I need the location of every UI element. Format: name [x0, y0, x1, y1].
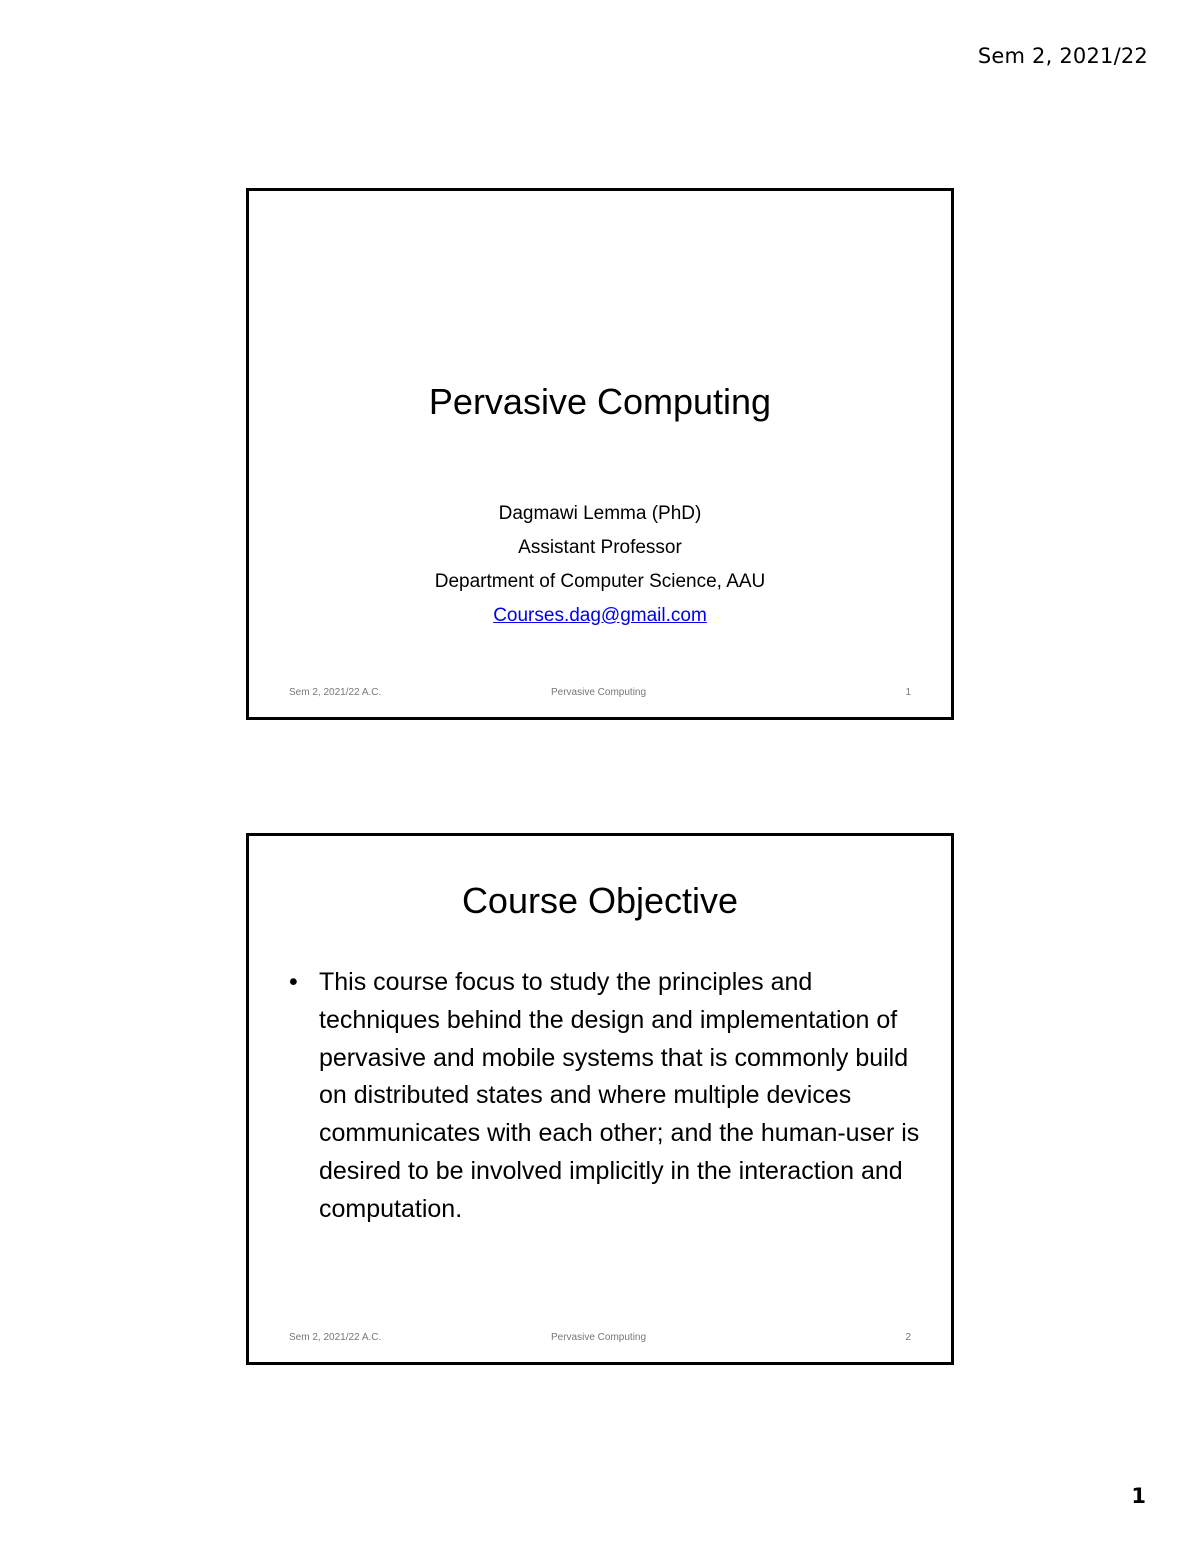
author-block	[249, 497, 951, 633]
footer-course: Pervasive Computing	[551, 687, 647, 698]
page-header: Sem 2, 2021/22	[977, 44, 1148, 68]
page-number: 1	[1131, 1484, 1146, 1508]
email-link[interactable]: Courses.dag@gmail.com	[493, 605, 707, 626]
author-role: Assistant Professor	[518, 537, 682, 558]
footer-slide-number: 2	[905, 1332, 911, 1343]
footer-date: Sem 2, 2021/22 A.C.	[289, 687, 382, 698]
slide-2	[246, 833, 954, 1365]
bullet-item	[289, 964, 929, 1229]
slide-footer	[289, 1332, 911, 1348]
slide-title: Pervasive Computing	[428, 381, 772, 422]
footer-date: Sem 2, 2021/22 A.C.	[289, 1332, 382, 1343]
slide-1	[246, 188, 954, 720]
footer-slide-number: 1	[905, 687, 911, 698]
footer-course: Pervasive Computing	[551, 1332, 647, 1343]
slide-footer	[289, 687, 911, 703]
bullet-icon: •	[289, 968, 298, 996]
bullet-text: This course focus to study the principles and techniques behind the design and implementation of pervasive and mobile systems that is commonly build on distributed states and where multiple devices communicates with each other; and the human-user is desired to be involved implicitly in the interaction and computation.	[319, 968, 920, 1223]
author-department: Department of Computer Science, AAU	[434, 571, 766, 592]
slide-title: Course Objective	[461, 880, 739, 921]
author-name: Dagmawi Lemma (PhD)	[498, 503, 702, 524]
